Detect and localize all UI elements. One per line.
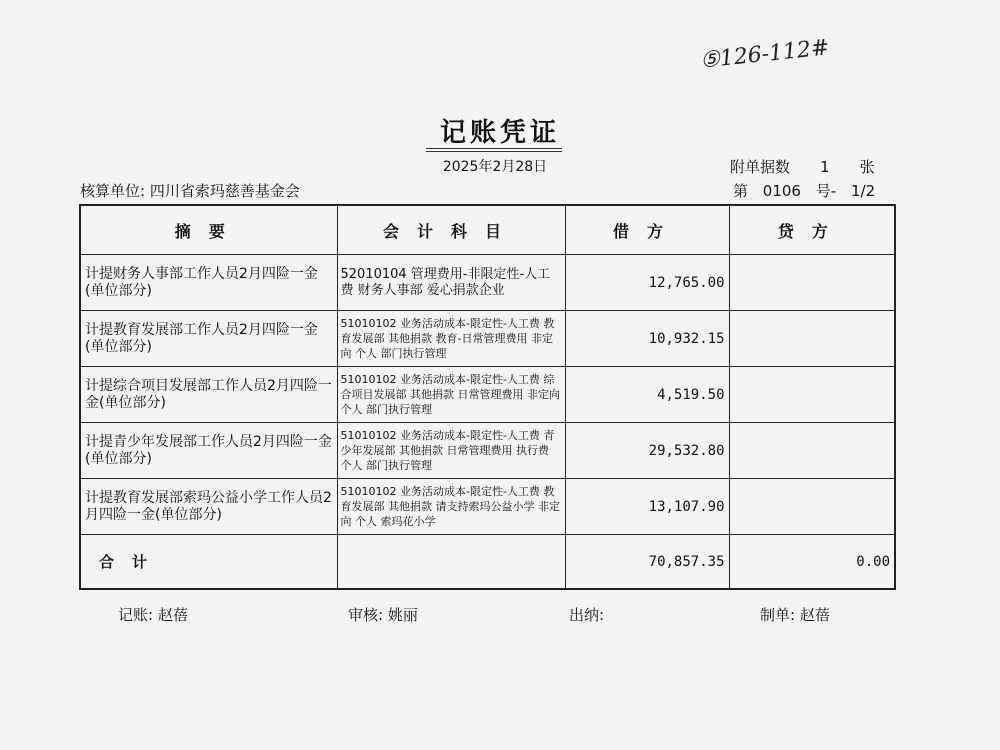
row-account: 51010102 业务活动成本-限定性-人工费 青少年发展部 其他捐款 日常管理费用 执行费 个人 部门执行管理 bbox=[337, 423, 565, 479]
header-account: 会计科目 bbox=[337, 205, 565, 255]
title-underline-2 bbox=[426, 151, 562, 152]
total-row bbox=[80, 535, 895, 590]
title-underline bbox=[426, 148, 562, 149]
header-debit: 借方 bbox=[565, 205, 729, 255]
row-debit: 29,532.80 bbox=[565, 423, 729, 479]
bookkeeper-name: 赵蓓 bbox=[157, 606, 188, 624]
voucher-table bbox=[79, 204, 896, 590]
row-credit bbox=[729, 311, 895, 367]
voucher-title: 记账凭证 bbox=[439, 118, 560, 148]
header-credit: 贷方 bbox=[729, 205, 895, 255]
cashier bbox=[569, 604, 604, 625]
voucher-number-value: 0106 bbox=[762, 182, 801, 200]
preparer-label: 制单: bbox=[760, 606, 796, 624]
total-credit: 0.00 bbox=[729, 535, 895, 590]
row-credit bbox=[729, 255, 895, 311]
row-account: 51010102 业务活动成本-限定性-人工费 教育发展部 其他捐款 教育-日常管理费用 非定向 个人 部门执行管理 bbox=[337, 311, 565, 367]
voucher-number-suffix: 号- bbox=[815, 182, 837, 200]
row-summary: 计提教育发展部索玛公益小学工作人员2月四险一金(单位部分) bbox=[80, 479, 337, 535]
row-summary: 计提教育发展部工作人员2月四险一金(单位部分) bbox=[80, 311, 337, 367]
row-summary: 计提青少年发展部工作人员2月四险一金(单位部分) bbox=[80, 423, 337, 479]
row-debit: 13,107.90 bbox=[565, 479, 729, 535]
handwritten-note: ⑤126-112# bbox=[699, 35, 831, 74]
cashier-label: 出纳: bbox=[569, 606, 605, 624]
accounting-unit bbox=[80, 180, 300, 201]
attachments-unit: 张 bbox=[859, 158, 875, 176]
reviewer-label: 审核: bbox=[348, 606, 384, 624]
total-debit: 70,857.35 bbox=[565, 535, 729, 590]
voucher-date: 2025年2月28日 bbox=[442, 159, 548, 175]
total-account-blank bbox=[337, 535, 565, 590]
row-account: 52010104 管理费用-非限定性-人工费 财务人事部 爱心捐款企业 bbox=[337, 255, 565, 311]
row-credit bbox=[729, 423, 895, 479]
table-row bbox=[80, 311, 895, 367]
row-credit bbox=[729, 479, 895, 535]
preparer bbox=[760, 604, 830, 625]
row-debit: 12,765.00 bbox=[565, 255, 729, 311]
row-summary: 计提财务人事部工作人员2月四险一金(单位部分) bbox=[80, 255, 337, 311]
row-credit bbox=[729, 367, 895, 423]
total-label-text: 合计 bbox=[99, 553, 166, 571]
attachments-number: 1 bbox=[820, 158, 830, 176]
reviewer bbox=[348, 604, 418, 625]
row-debit: 10,932.15 bbox=[565, 311, 729, 367]
header-summary: 摘要 bbox=[80, 205, 337, 255]
voucher-number bbox=[733, 180, 885, 201]
row-summary: 计提综合项目发展部工作人员2月四险一金(单位部分) bbox=[80, 367, 337, 423]
accounting-unit-value: 四川省索玛慈善基金会 bbox=[149, 182, 300, 200]
voucher-number-prefix: 第 bbox=[733, 182, 749, 200]
row-debit: 4,519.50 bbox=[565, 367, 729, 423]
bookkeeper-label: 记账: bbox=[118, 606, 154, 624]
row-account: 51010102 业务活动成本-限定性-人工费 综合项目发展部 其他捐款 日常管理费用 非定向 个人 部门执行管理 bbox=[337, 367, 565, 423]
table-row bbox=[80, 423, 895, 479]
voucher-page: 1/2 bbox=[850, 182, 876, 200]
attachments-count bbox=[730, 156, 875, 177]
row-account: 51010102 业务活动成本-限定性-人工费 教育发展部 其他捐款 请支持索玛公益小学 非定向 个人 索玛花小学 bbox=[337, 479, 565, 535]
table-row bbox=[80, 255, 895, 311]
table-row bbox=[80, 367, 895, 423]
total-label bbox=[80, 535, 337, 590]
reviewer-name: 姚丽 bbox=[387, 606, 418, 624]
attachments-label: 附单据数 bbox=[730, 158, 791, 176]
table-row bbox=[80, 479, 895, 535]
table-header-row bbox=[80, 205, 895, 255]
accounting-unit-label: 核算单位: bbox=[80, 182, 146, 200]
bookkeeper bbox=[118, 604, 188, 625]
preparer-name: 赵蓓 bbox=[799, 606, 830, 624]
